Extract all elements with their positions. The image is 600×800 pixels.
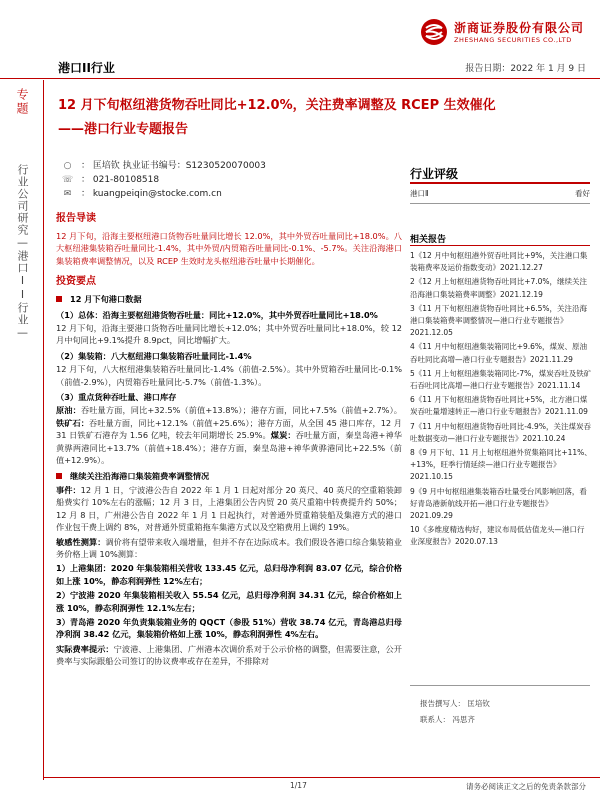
rating-value: 看好	[575, 189, 590, 198]
sensitivity-item: 3）青岛港 2020 年负责集装箱业务的 QQCT（参股 51%）营收 38.74 亿元，青岛港总归母净利润 38.42 亿元，集装箱价格如上涨 10%，静态利润弹性 4%左右。	[56, 616, 402, 640]
point-text: 12 月下旬，八大枢纽港集装箱吞吐量同比-1.4%（前值-2.5%）。其中外贸箱吞吐量同比-0.1%（前值-2.9%），内贸箱吞吐量同比-5.7%（前值-1.3%）。	[56, 364, 402, 387]
page-number: 1/17	[290, 781, 307, 790]
commodity-label: 煤炭：	[270, 430, 296, 441]
related-analyst: 报告撰写人： 匡培钦	[420, 699, 490, 708]
side-label-box	[0, 80, 44, 136]
rating-industry: 港口Ⅱ	[410, 189, 429, 198]
category-label: 行业公司研究—港口II行业—	[16, 164, 29, 340]
sensitivity-label: 敏感性测算：	[56, 536, 106, 547]
email-icon: ✉	[63, 189, 72, 199]
company-logo	[420, 16, 592, 50]
rating-divider	[410, 182, 590, 184]
related-report-item[interactable]: 4《11 月中旬枢纽港集装箱同比+9.6%，煤炭、原油吞吐同比高增—港口行业专题报告》2021.11.29	[410, 342, 588, 364]
industry-bar	[0, 57, 600, 79]
analyst-name: ： 匡培钦 执业证书编号：S1230520070003	[81, 161, 266, 171]
main-content	[56, 212, 402, 670]
guide-text: 12 月下旬，沿海主要枢纽港口货物吞吐量同比增长 12.0%，其中外贸吞吐量同比+18.0%。八大枢纽港集装箱吞吐量同比-1.4%，其中外贸/内贸箱吞吐量同比-0.1%、-5.7%。关注沿海港口集装箱费率调整情况，以及 RCEP 生效时龙头枢纽港吞吐量中长期催化。	[56, 231, 402, 266]
disclaimer-note: 请务必阅读正文之后的免责条款部分	[466, 782, 586, 791]
bullet-square-icon	[56, 473, 62, 479]
reminder-text: 宁波港、上港集团、广州港本次调价系对于公示价格的调整，但需要注意，公开费率与实际跟船公司签订的协议费率或存在差异，不排除对	[56, 643, 402, 667]
related-report-item[interactable]: 7《11 月中旬枢纽港货物吞吐同比-4.9%，关注煤炭吞吐数据变动—港口行业专题报告》2021.10.24	[410, 421, 591, 443]
related-divider-bottom	[410, 685, 590, 686]
section-heading	[56, 293, 402, 305]
commodity-text: 吞吐量方面，秦皇岛港+神华黄骅两港同比+13.7%（前值+18.4%）；港存方面，秦皇岛港+神华黄骅港同比+22.5%（前值+12.9%）。	[56, 430, 402, 466]
related-report-item[interactable]: 2《12 月上旬枢纽港货物吞吐同比+7.0%，继续关注沿海港口集装箱费率调整》2021.12.19	[410, 277, 588, 299]
related-contact: 联系人： 冯思齐	[420, 715, 475, 724]
company-name-en: ZHESHANG SECURITIES CO.,LTD	[454, 36, 572, 44]
report-type-label: 专题	[15, 88, 29, 116]
sensitivity-item: 1）上港集团：2020 年集装箱相关营收 133.45 亿元，总归母净利润 83.07 亿元，综合价格如上涨 10%，静态利润弹性 12%左右；	[56, 563, 402, 586]
commodity-text: 吞吐量方面，同比+12.1%（前值+25.6%）；港存方面，从全国 45 港口库存，12 月 31 日铁矿石港存为 1.56 亿吨，较去年同期增长 25.9%。	[56, 417, 402, 441]
related-report-item[interactable]: 5《11 月上旬枢纽港集装箱同比-7%，煤炭吞吐及铁矿石吞吐同比高增—港口行业专题报告》2021.11.14	[410, 368, 592, 391]
reminder-paragraph	[56, 643, 402, 668]
invest-title: 投资要点	[56, 276, 96, 288]
rating-title: 行业评级	[410, 167, 459, 181]
side-category	[0, 160, 44, 360]
analyst-email[interactable]: ： kuangpeiqin@stocke.com.cn	[81, 189, 222, 199]
point-title: （2）集装箱：八大枢纽港口集装箱吞吐量同比-1.4%	[56, 350, 252, 361]
analyst-phone-row	[62, 172, 159, 185]
phone-icon: ☏	[62, 175, 74, 185]
point-text: 12 月下旬，沿海主要港口货物吞吐量同比增长+12.0%；其中外贸吞吐量同比+18.0%，较 12 月中旬同比+9.1%提升 8.9pct，同比增幅扩大。	[56, 323, 402, 346]
company-name-cn: 浙商证券股份有限公司	[454, 21, 585, 35]
section-heading-text: 继续关注沿海港口集装箱费率调整情况	[70, 470, 210, 481]
event-text: 12 月 1 日，宁波港公告自 2022 年 1 月 1 日起对部分 20 英尺、40 英尺的空重箱装卸船费实行 10%左右的涨幅；12 月 3 日，上港集团公告内贸 20 英尺重箱中转费提升约 50%；12 月 8 日，广州港公告自 2022 年 1 月 1 日起执行，对普通外贸重箱装船及集港方式的港口作业包干费上调约 8%，对普通外贸重箱拖车集港方式以及空箱费用上调约 19%。	[56, 484, 402, 533]
related-report-item[interactable]: 8《9 月下旬、11 月上旬枢纽港外贸集箱同比+11%、+13%，旺季行情延续—港口行业专题报告》2021.10.15	[410, 448, 592, 482]
report-date: 报告日期：2022 年 1 月 9 日	[465, 64, 586, 74]
related-report-item[interactable]: 6《11 月下旬枢纽港货物吞吐同比+5%，北方港口煤炭吞吐量增速转正—港口行业专题报告》2021.11.09	[410, 395, 588, 417]
analyst-email-row	[62, 186, 222, 199]
related-report-item[interactable]: 3《11 月下旬枢纽港货物吞吐同比+6.5%，关注沿海港口集装箱费率调整情况—港口行业专题报告》2021.12.05	[410, 303, 588, 338]
section-heading-text: 12 月下旬港口数据	[70, 294, 142, 305]
point-title: （1）总体：沿海主要枢纽港货物吞吐量：同比+12.0%，其中外贸吞吐量同比+18.0%	[56, 309, 378, 320]
sensitivity-paragraph	[56, 536, 402, 561]
related-report-item[interactable]: 1《12 月中旬枢纽港外贸吞吐同比+9%，关注港口集装箱费率及运价指数变动》2021.12.27	[410, 251, 588, 273]
commodity-label: 原油：	[56, 405, 81, 416]
related-report-item[interactable]: 9《9 月中旬枢纽港集装箱吞吐量受台风影响回落，看好青岛港新航线开拓—港口行业专题报告》2021.09.29	[410, 486, 587, 521]
footer-divider	[44, 777, 600, 778]
sensitivity-text: 调价将有望带来收入端增量，但并不存在边际成本。我们假设各港口综合集装箱业务价格上调 10%测算：	[56, 536, 402, 559]
related-divider	[410, 245, 590, 246]
company-logo-icon	[420, 18, 448, 46]
sensitivity-item: 2）宁波港 2020 年集装箱相关收入 55.54 亿元，总归母净利润 34.31 亿元，综合价格如上涨 10%，静态利润弹性 12.1%左右；	[56, 590, 402, 613]
commodity-text: 吞吐量方面，同比+32.5%（前值+13.8%）；港存方面，同比+7.5%（前值+2.7%）。	[80, 405, 402, 416]
bullet-square-icon	[56, 296, 62, 302]
point-title: （3）重点货种吞吐量、港口库存	[56, 392, 177, 403]
rating-divider-bottom	[410, 203, 590, 204]
related-reports-list	[410, 250, 592, 551]
reminder-label: 实际费率提示：	[56, 643, 114, 654]
analyst-phone: ： 021-80108518	[81, 175, 160, 185]
report-subtitle: ——港口行业专题报告	[58, 122, 189, 137]
commodity-paragraph	[56, 404, 402, 466]
analyst-name-row	[62, 158, 266, 171]
related-reports-title: 相关报告	[410, 235, 447, 245]
related-report-item[interactable]: 10《多维度精选构好，建议布局低估值龙头—港口行业深度报告》2020.07.13	[410, 525, 585, 547]
section-heading	[56, 470, 402, 482]
event-paragraph	[56, 484, 402, 534]
report-title: 12 月下旬枢纽港货物吞吐同比+12.0%，关注费率调整及 RCEP 生效催化	[58, 98, 496, 113]
person-icon: ○	[63, 161, 72, 171]
event-label: 事件：	[56, 484, 81, 495]
rating-row	[410, 188, 590, 202]
guide-title: 报告导读	[56, 213, 96, 224]
commodity-label: 铁矿石：	[56, 417, 89, 428]
industry-label: 港口II行业	[58, 61, 115, 75]
